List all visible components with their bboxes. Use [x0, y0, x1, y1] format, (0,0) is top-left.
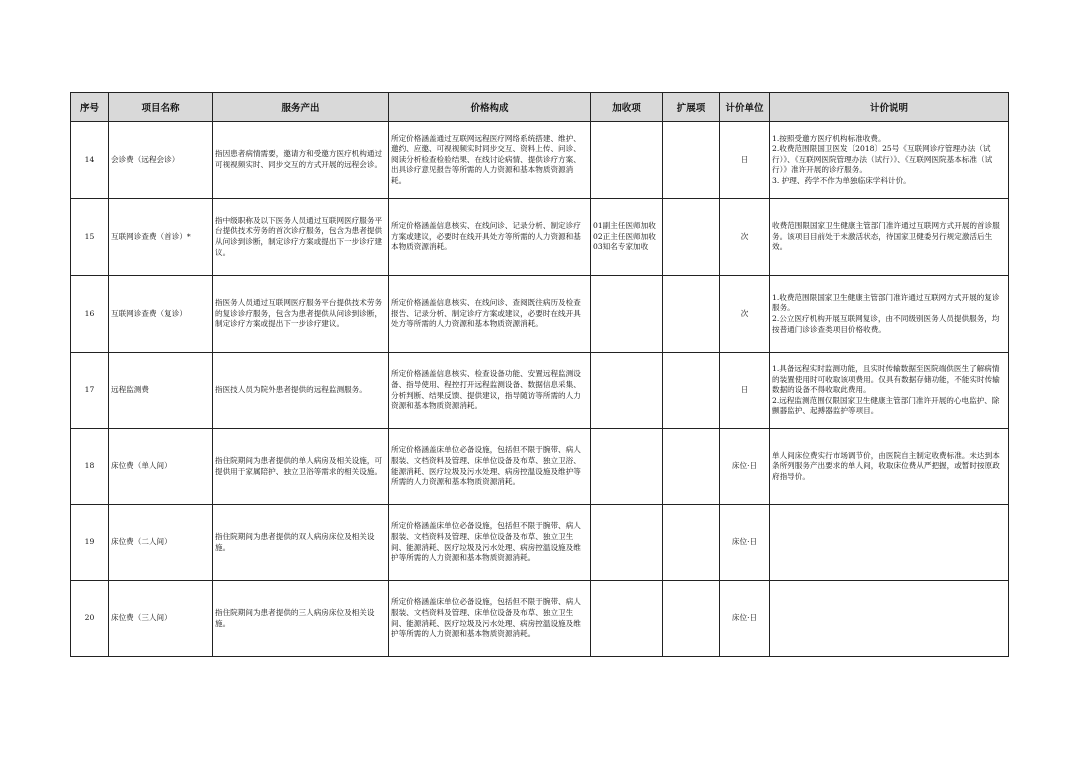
table-row — [71, 199, 1009, 276]
row-surcharge — [591, 505, 663, 581]
header-price: 价格构成 — [389, 93, 591, 122]
row-no: 20 — [71, 581, 109, 657]
row-price: 所定价格涵盖信息核实、在线问诊、记录分析、制定诊疗方案或建议，必要时在线开具处方等所需的人力资源和基本物质资源消耗。 — [389, 199, 591, 276]
header-surcharge: 加收项 — [591, 93, 663, 122]
row-unit: 床位·日 — [720, 581, 770, 657]
row-price: 所定价格涵盖通过互联网远程医疗网络系统搭建、维护、邀约、应邀、可视视频实时同步交互、资料上传、问诊、阅读分析检查检验结果、在线讨论病情、提供诊疗方案、出具诊疗意见报告等所需的人力资源和基本物质资源消耗。 — [389, 122, 591, 199]
row-unit: 次 — [720, 199, 770, 276]
row-output: 指住院期间为患者提供的双人病房床位及相关设施。 — [213, 505, 389, 581]
row-output: 指中级职称及以下医务人员通过互联网医疗服务平台提供技术劳务的首次诊疗服务，包含为患者提供从问诊到诊断，制定诊疗方案或提出下一步诊疗建议。 — [213, 199, 389, 276]
row-name: 会诊费（远程会诊） — [109, 122, 213, 199]
row-name: 远程监测费 — [109, 353, 213, 429]
row-output: 指医务人员通过互联网医疗服务平台提供技术劳务的复诊诊疗服务，包含为患者提供从问诊到诊断，制定诊疗方案或提出下一步诊疗建议。 — [213, 276, 389, 353]
table-row — [71, 581, 1009, 657]
row-surcharge — [591, 122, 663, 199]
row-note — [770, 505, 1009, 581]
pricing-table — [70, 92, 1009, 657]
table-row — [71, 276, 1009, 353]
row-note — [770, 581, 1009, 657]
row-note: 单人间床位费实行市场调节价，由医院自主制定收费标准。未达到本条所列服务产出要求的单人间，收取床位费从严把握，或暂时按原政府指导价。 — [770, 429, 1009, 505]
row-no: 15 — [71, 199, 109, 276]
table-row — [71, 122, 1009, 199]
table-row — [71, 353, 1009, 429]
row-output: 指住院期间为患者提供的三人病房床位及相关设施。 — [213, 581, 389, 657]
row-name: 床位费（二人间） — [109, 505, 213, 581]
row-extension — [663, 122, 720, 199]
row-extension — [663, 353, 720, 429]
row-surcharge — [591, 276, 663, 353]
header-name: 项目名称 — [109, 93, 213, 122]
row-surcharge: 01副主任医师加收 02正主任医师加收 03知名专家加收 — [591, 199, 663, 276]
header-output: 服务产出 — [213, 93, 389, 122]
table-row — [71, 505, 1009, 581]
row-extension — [663, 505, 720, 581]
row-output: 指住院期间为患者提供的单人病房及相关设施，可提供用于家属陪护、独立卫浴等需求的相关设施。 — [213, 429, 389, 505]
row-price: 所定价格涵盖信息核实、检查设备功能、安置远程监测设备、指导使用、程控打开远程监测设备、数据信息采集、分析判断、结果反馈、提供建议，指导随访等所需的人力资源和基本物质资源消耗。 — [389, 353, 591, 429]
row-unit: 日 — [720, 122, 770, 199]
row-note: 1.按照受邀方医疗机构标准收费。 2.收费范围限国卫医发〔2018〕25号《互联网诊疗管理办法（试行）》、《互联网医院管理办法（试行）》、《互联网医院基本标准（试行）》准许开展的诊疗服务。 3. 护理、药学不作为单独临床学科计价。 — [770, 122, 1009, 199]
header-extension: 扩展项 — [663, 93, 720, 122]
row-note: 1.具备远程实时监测功能，且实时传输数据至医院端供医生了解病情的装置使用时可收取该项费用。仅具有数据存储功能，不能实时传输数据的设备不得收取此费用。 2.远程监测范围仅限国家卫生健康主管部门准许开展的心电监护、除颤器监护、起搏器监护等项目。 — [770, 353, 1009, 429]
row-extension — [663, 276, 720, 353]
row-price: 所定价格涵盖床单位必备设施，包括但不限于腕带、病人服装、文档资料及管理、床单位设备及布草、独立卫浴、能源消耗、医疗垃圾及污水处理、病房控温设施及维护等所需的人力资源和基本物质资源消耗。 — [389, 429, 591, 505]
row-output: 指因患者病情需要，邀请方和受邀方医疗机构通过可视视频实时、同步交互的方式开展的远程会诊。 — [213, 122, 389, 199]
header-row — [71, 93, 1009, 122]
row-note: 收费范围限国家卫生健康主管部门准许通过互联网方式开展的首诊服务。该项目目前处于未激活状态，待国家卫健委另行规定激活后生效。 — [770, 199, 1009, 276]
row-name: 互联网诊查费（复诊） — [109, 276, 213, 353]
row-price: 所定价格涵盖床单位必备设施，包括但不限于腕带、病人服装、文档资料及管理、床单位设备及布草、独立卫生间、能源消耗、医疗垃圾及污水处理、病房控温设施及维护等所需的人力资源和基本物质资源消耗。 — [389, 581, 591, 657]
table-row — [71, 429, 1009, 505]
header-no: 序号 — [71, 93, 109, 122]
row-price: 所定价格涵盖信息核实、在线问诊、查阅既往病历及检查报告、记录分析、制定诊疗方案或建议，必要时在线开具处方等所需的人力资源和基本物质资源消耗。 — [389, 276, 591, 353]
row-surcharge — [591, 429, 663, 505]
row-no: 16 — [71, 276, 109, 353]
row-surcharge — [591, 353, 663, 429]
row-name: 床位费（单人间） — [109, 429, 213, 505]
header-unit: 计价单位 — [720, 93, 770, 122]
row-no: 19 — [71, 505, 109, 581]
row-extension — [663, 429, 720, 505]
row-unit: 床位·日 — [720, 505, 770, 581]
header-note: 计价说明 — [770, 93, 1009, 122]
row-extension — [663, 581, 720, 657]
row-name: 互联网诊查费（首诊）* — [109, 199, 213, 276]
row-unit: 日 — [720, 353, 770, 429]
row-unit: 次 — [720, 276, 770, 353]
row-note: 1.收费范围限国家卫生健康主管部门准许通过互联网方式开展的复诊服务。 2.公立医疗机构开展互联网复诊，由不同级别医务人员提供服务，均按普通门诊诊查类项目价格收费。 — [770, 276, 1009, 353]
row-price: 所定价格涵盖床单位必备设施，包括但不限于腕带、病人服装、文档资料及管理、床单位设备及布草、独立卫生间、能源消耗、医疗垃圾及污水处理、病房控温设施及维护等所需的人力资源和基本物质资源消耗。 — [389, 505, 591, 581]
row-no: 14 — [71, 122, 109, 199]
row-unit: 床位·日 — [720, 429, 770, 505]
row-output: 指医技人员为院外患者提供的远程监测服务。 — [213, 353, 389, 429]
row-no: 17 — [71, 353, 109, 429]
row-no: 18 — [71, 429, 109, 505]
row-surcharge — [591, 581, 663, 657]
row-name: 床位费（三人间） — [109, 581, 213, 657]
row-extension — [663, 199, 720, 276]
